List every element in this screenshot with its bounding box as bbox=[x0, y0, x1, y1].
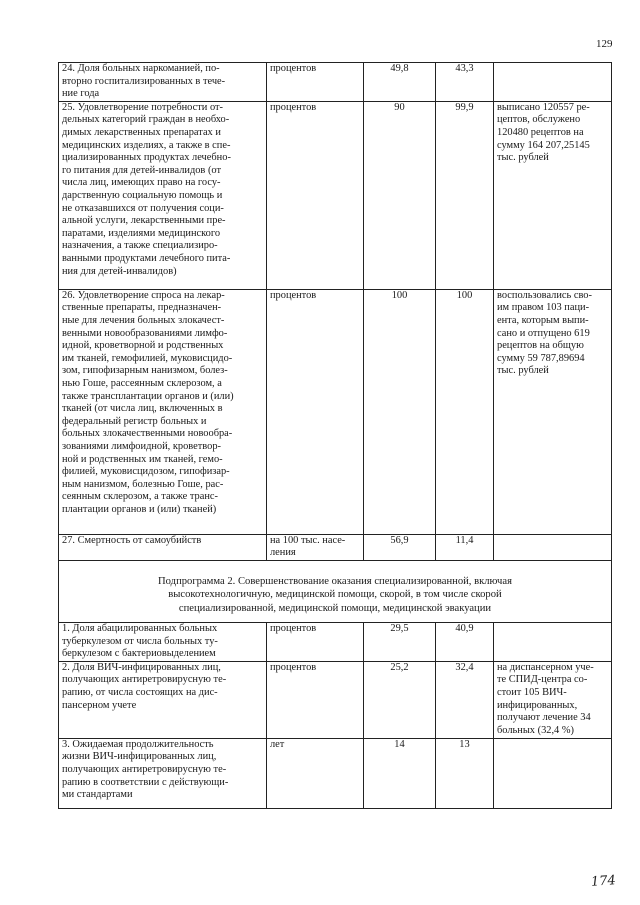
indicator-name-cell bbox=[59, 63, 267, 102]
text-line: паратами, изделиями медицинского bbox=[62, 227, 221, 239]
text-line: плантации органов и (или) тканей) bbox=[62, 503, 217, 515]
note-cell bbox=[494, 289, 612, 534]
text-line: рапию, от числа состоящих на дис- bbox=[62, 686, 218, 698]
actual-value-cell: 13 bbox=[436, 738, 494, 808]
table-body-top bbox=[59, 63, 612, 561]
indicator-name-cell bbox=[59, 738, 267, 808]
section-header-group bbox=[59, 560, 612, 622]
text-line: сеянным склерозом, а также транс- bbox=[62, 491, 218, 503]
text-line: туберкулезом от числа больных ту- bbox=[62, 635, 218, 647]
text-line: зом, гипофизарным нанизмом, болез- bbox=[62, 365, 228, 377]
table-row bbox=[59, 534, 612, 560]
unit-cell bbox=[267, 738, 364, 808]
text-line: высокотехнологичную, медицинской помощи, скорой, в том числе скорой bbox=[168, 589, 502, 601]
text-line: получающих антиретровирусную те- bbox=[62, 674, 227, 686]
text-line: циализированных продуктах лечебно- bbox=[62, 152, 231, 164]
text-line: назначения, а также специализиро- bbox=[62, 240, 218, 252]
text-line: вторно госпитализированных в тече- bbox=[62, 75, 226, 87]
text-line: числа лиц, имеющих право на госу- bbox=[62, 177, 221, 189]
text-line: больных (32,4 %) bbox=[497, 724, 574, 736]
note-cell bbox=[494, 738, 612, 808]
unit-cell bbox=[267, 622, 364, 661]
text-line: сано и отпущено 619 bbox=[497, 327, 590, 339]
note-cell bbox=[494, 661, 612, 738]
target-value-cell: 56,9 bbox=[364, 534, 436, 560]
indicator-name-cell bbox=[59, 661, 267, 738]
text-line: 2. Доля ВИЧ-инфицированных лиц, bbox=[62, 661, 221, 673]
text-line: процентов bbox=[270, 63, 317, 74]
text-line: ной и родственных им тканей, гемо- bbox=[62, 453, 223, 465]
text-line: также трансплантации органов и (или) bbox=[62, 390, 234, 402]
text-line: ние года bbox=[62, 88, 100, 100]
text-line: не отказавшихся от получения соци- bbox=[62, 202, 224, 214]
text-line: филией, муковисцидозом, гипофизар- bbox=[62, 466, 230, 478]
text-line: процентов bbox=[270, 289, 317, 301]
text-line: димых лекарственных препаратах и bbox=[62, 126, 221, 138]
page-number: 129 bbox=[596, 38, 613, 50]
text-line: процентов bbox=[270, 661, 317, 673]
text-line: сумму 164 207,25145 bbox=[497, 139, 590, 151]
text-line: 1. Доля абацилированных больных bbox=[62, 622, 218, 634]
note-cell bbox=[494, 622, 612, 661]
table-row bbox=[59, 63, 612, 102]
text-line: го питания для детей-инвалидов (от bbox=[62, 164, 221, 176]
text-line: получают лечение 34 bbox=[497, 712, 591, 724]
text-line: федеральный регистр больных и bbox=[62, 415, 207, 427]
text-line: венными новообразованиями лимфо- bbox=[62, 327, 228, 339]
target-value-cell: 90 bbox=[364, 101, 436, 289]
text-line: сумму 59 787,89694 bbox=[497, 352, 585, 364]
text-line: те СПИД-центра со- bbox=[497, 674, 588, 686]
actual-value-cell: 40,9 bbox=[436, 622, 494, 661]
text-line: ента, которым выпи- bbox=[497, 314, 589, 326]
text-line: инфицированных, bbox=[497, 699, 578, 711]
table-row bbox=[59, 738, 612, 808]
unit-cell bbox=[267, 661, 364, 738]
table-row bbox=[59, 661, 612, 738]
table-body-bottom bbox=[59, 622, 612, 808]
text-line: лет bbox=[270, 738, 285, 750]
text-line: идной, кроветворной и родственных bbox=[62, 340, 224, 352]
table-row bbox=[59, 622, 612, 661]
text-line: беркулезом с бактериовыделением bbox=[62, 648, 216, 660]
text-line: процентов bbox=[270, 622, 317, 634]
text-line: альной услуги, лекарственными пре- bbox=[62, 215, 226, 227]
text-line: 3. Ожидаемая продолжительность bbox=[62, 738, 214, 750]
text-line: 27. Смертность от самоубийств bbox=[62, 534, 202, 546]
text-line: ми стандартами bbox=[62, 789, 133, 801]
text-line: на 100 тыс. насе- bbox=[270, 534, 346, 546]
note-cell bbox=[494, 101, 612, 289]
text-line: цептов, обслужено bbox=[497, 114, 581, 126]
target-value-cell: 49,8 bbox=[364, 63, 436, 102]
actual-value-cell: 43,3 bbox=[436, 63, 494, 102]
text-line: больных злокачественными новообра- bbox=[62, 428, 233, 440]
text-line: им тканей, гемофилией, муковисцидо- bbox=[62, 352, 233, 364]
text-line: 120480 рецептов на bbox=[497, 126, 584, 138]
text-line: Подпрограмма 2. Совершенствование оказания специализированной, включая bbox=[158, 575, 512, 587]
note-cell bbox=[494, 63, 612, 102]
table-row bbox=[59, 289, 612, 534]
section-header-row bbox=[59, 560, 612, 622]
text-line: им правом 103 паци- bbox=[497, 302, 590, 314]
text-line: выписано 120557 ре- bbox=[497, 101, 590, 113]
text-line: дельных категорий граждан в необхо- bbox=[62, 114, 230, 126]
actual-value-cell: 100 bbox=[436, 289, 494, 534]
text-line: рецептов на общую bbox=[497, 340, 584, 352]
target-value-cell: 29,5 bbox=[364, 622, 436, 661]
text-line: тканей (от числа лиц, включенных в bbox=[62, 403, 223, 415]
actual-value-cell: 99,9 bbox=[436, 101, 494, 289]
text-line: ния для детей-инвалидов) bbox=[62, 265, 177, 277]
text-line: медицинских изделиях, а также в спе- bbox=[62, 139, 231, 151]
text-line: тыс. рублей bbox=[497, 152, 549, 164]
indicator-name-cell bbox=[59, 289, 267, 534]
text-line: ления bbox=[270, 547, 296, 559]
text-line: пансерном учете bbox=[62, 699, 137, 711]
indicator-name-cell bbox=[59, 622, 267, 661]
text-line: ственные препараты, предназначен- bbox=[62, 302, 222, 314]
unit-cell bbox=[267, 101, 364, 289]
text-line: стоит 105 ВИЧ- bbox=[497, 686, 567, 698]
text-line: зованиями лимфоидной, кроветвор- bbox=[62, 440, 221, 452]
actual-value-cell: 32,4 bbox=[436, 661, 494, 738]
text-line: дарственную социальную помощь и bbox=[62, 189, 223, 201]
indicator-name-cell bbox=[59, 534, 267, 560]
text-line: рапию в соответствии с действующи- bbox=[62, 776, 229, 788]
text-line: ванными продуктами лечебного пита- bbox=[62, 252, 231, 264]
actual-value-cell: 11,4 bbox=[436, 534, 494, 560]
target-value-cell: 14 bbox=[364, 738, 436, 808]
table-row bbox=[59, 101, 612, 289]
indicator-name-cell bbox=[59, 101, 267, 289]
text-line: ным нанизмом, болезнью Гоше, рас- bbox=[62, 478, 224, 490]
text-line: на диспансерном уче- bbox=[497, 661, 594, 673]
text-line: 26. Удовлетворение спроса на лекар- bbox=[62, 289, 225, 301]
text-line: процентов bbox=[270, 101, 317, 113]
text-line: нью Гоше, рассеянным склерозом, а bbox=[62, 377, 222, 389]
target-value-cell: 25,2 bbox=[364, 661, 436, 738]
text-line: тыс. рублей bbox=[497, 365, 549, 377]
text-line: получающих антиретровирусную те- bbox=[62, 763, 227, 775]
note-cell bbox=[494, 534, 612, 560]
text-line: жизни ВИЧ-инфицированных лиц, bbox=[62, 751, 217, 763]
text-line: 25. Удовлетворение потребности от- bbox=[62, 101, 224, 113]
indicators-table bbox=[58, 62, 612, 809]
handwritten-page-number: 174 bbox=[590, 873, 617, 890]
target-value-cell: 100 bbox=[364, 289, 436, 534]
text-line: специализированной, медицинской помощи, медицинской эвакуации bbox=[178, 602, 492, 614]
text-line: ные для лечения больных злокачест- bbox=[62, 314, 225, 326]
subprogram-2-heading bbox=[59, 560, 612, 622]
unit-cell bbox=[267, 63, 364, 102]
text-line: 24. Доля больных наркоманией, по- bbox=[62, 63, 220, 74]
unit-cell bbox=[267, 534, 364, 560]
text-line: воспользовались сво- bbox=[497, 289, 592, 301]
unit-cell bbox=[267, 289, 364, 534]
